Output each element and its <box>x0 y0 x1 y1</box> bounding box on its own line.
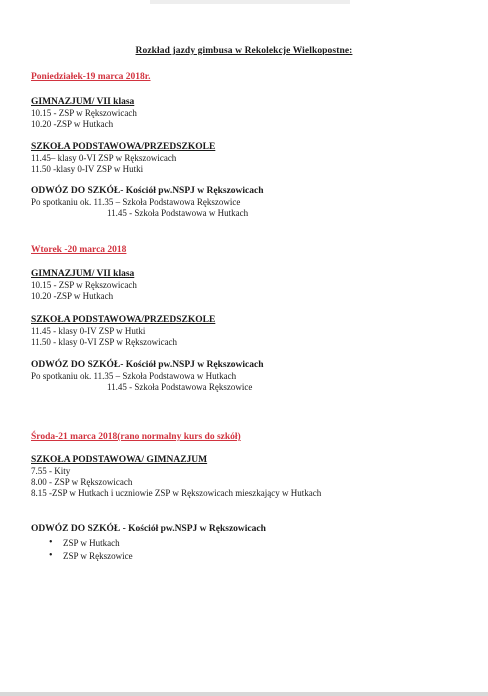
scan-artifact <box>150 0 350 4</box>
tuesday-odwoz-section <box>31 360 264 393</box>
schedule-line: 11.50 -klasy 0-IV ZSP w Hutki <box>31 164 144 175</box>
monday-odwoz-section <box>31 186 264 219</box>
schedule-line: 7.55 - Kity <box>31 466 71 476</box>
section-heading: GIMNAZJUM/ VII klasa <box>31 97 135 107</box>
schedule-line: 11.45– klasy 0-VI ZSP w Rększowicach <box>31 153 177 163</box>
bullet-list <box>31 537 266 562</box>
schedule-line: Po spotkaniu ok. 11.35 – Szkoła Podstawowa w Hutkach <box>31 371 237 381</box>
schedule-line: 8.00 - ZSP w Rększowicach <box>31 477 133 488</box>
section-heading: SZKOŁA PODSTAWOWA/PRZEDSZKOLE <box>31 142 216 152</box>
section-heading: ODWÓZ DO SZKÓŁ- Kościół pw.NSPJ w Rększowicach <box>31 186 264 196</box>
section-heading: ODWÓZ DO SZKÓŁ - Kościół pw.NSPJ w Rększowicach <box>31 524 266 534</box>
section-heading: SZKOŁA PODSTAWOWA/ GIMNAZJUM <box>31 455 208 465</box>
schedule-line: Po spotkaniu ok. 11.35 – Szkoła Podstawowa Rększowice <box>31 197 241 207</box>
bullet-item: • ZSP w Rększowice <box>51 550 266 563</box>
schedule-line: 10.15 - ZSP w Rększowicach <box>31 280 137 290</box>
monday-szkola-section <box>31 142 215 175</box>
schedule-line: 8.15 -ZSP w Hutkach i uczniowie ZSP w Rększowicach mieszkający w Hutkach <box>31 488 322 499</box>
tuesday-gimnazjum-section <box>31 269 137 302</box>
schedule-line: 10.20 -ZSP w Hutkach <box>31 291 114 302</box>
wednesday-odwoz-section <box>31 524 266 562</box>
scan-edge <box>0 692 488 696</box>
tuesday-szkola-section <box>31 315 215 348</box>
monday-gimnazjum-section <box>31 97 137 130</box>
schedule-line: 10.15 - ZSP w Rększowicach <box>31 108 137 118</box>
section-heading: SZKOŁA PODSTAWOWA/PRZEDSZKOLE <box>31 315 216 325</box>
section-heading: ODWÓZ DO SZKÓŁ- Kościół pw.NSPJ w Rększowicach <box>31 360 264 370</box>
wednesday-szkola-section <box>31 455 321 500</box>
day-label-monday: Poniedziałek-19 marca 2018r. <box>31 72 151 82</box>
page-title: Rozkład jazdy gimbusa w Rekolekcje Wielkopostne: <box>135 46 353 56</box>
schedule-line: 10.20 -ZSP w Hutkach <box>31 119 114 130</box>
schedule-line: 11.45 - Szkoła Podstawowa Rększowice <box>107 382 253 393</box>
bullet-item: • ZSP w Hutkach <box>51 537 266 550</box>
day-label-tuesday: Wtorek -20 marca 2018 <box>31 245 127 255</box>
section-heading: GIMNAZJUM/ VII klasa <box>31 269 135 279</box>
schedule-line: 11.50 - klasy 0-VI ZSP w Rększowicach <box>31 337 178 348</box>
schedule-line: 11.45 - klasy 0-IV ZSP w Hutki <box>31 326 146 336</box>
schedule-line: 11.45 - Szkoła Podstawowa w Hutkach <box>107 208 249 219</box>
day-label-wednesday: Środa-21 marca 2018(rano normalny kurs do szkół) <box>31 432 241 442</box>
